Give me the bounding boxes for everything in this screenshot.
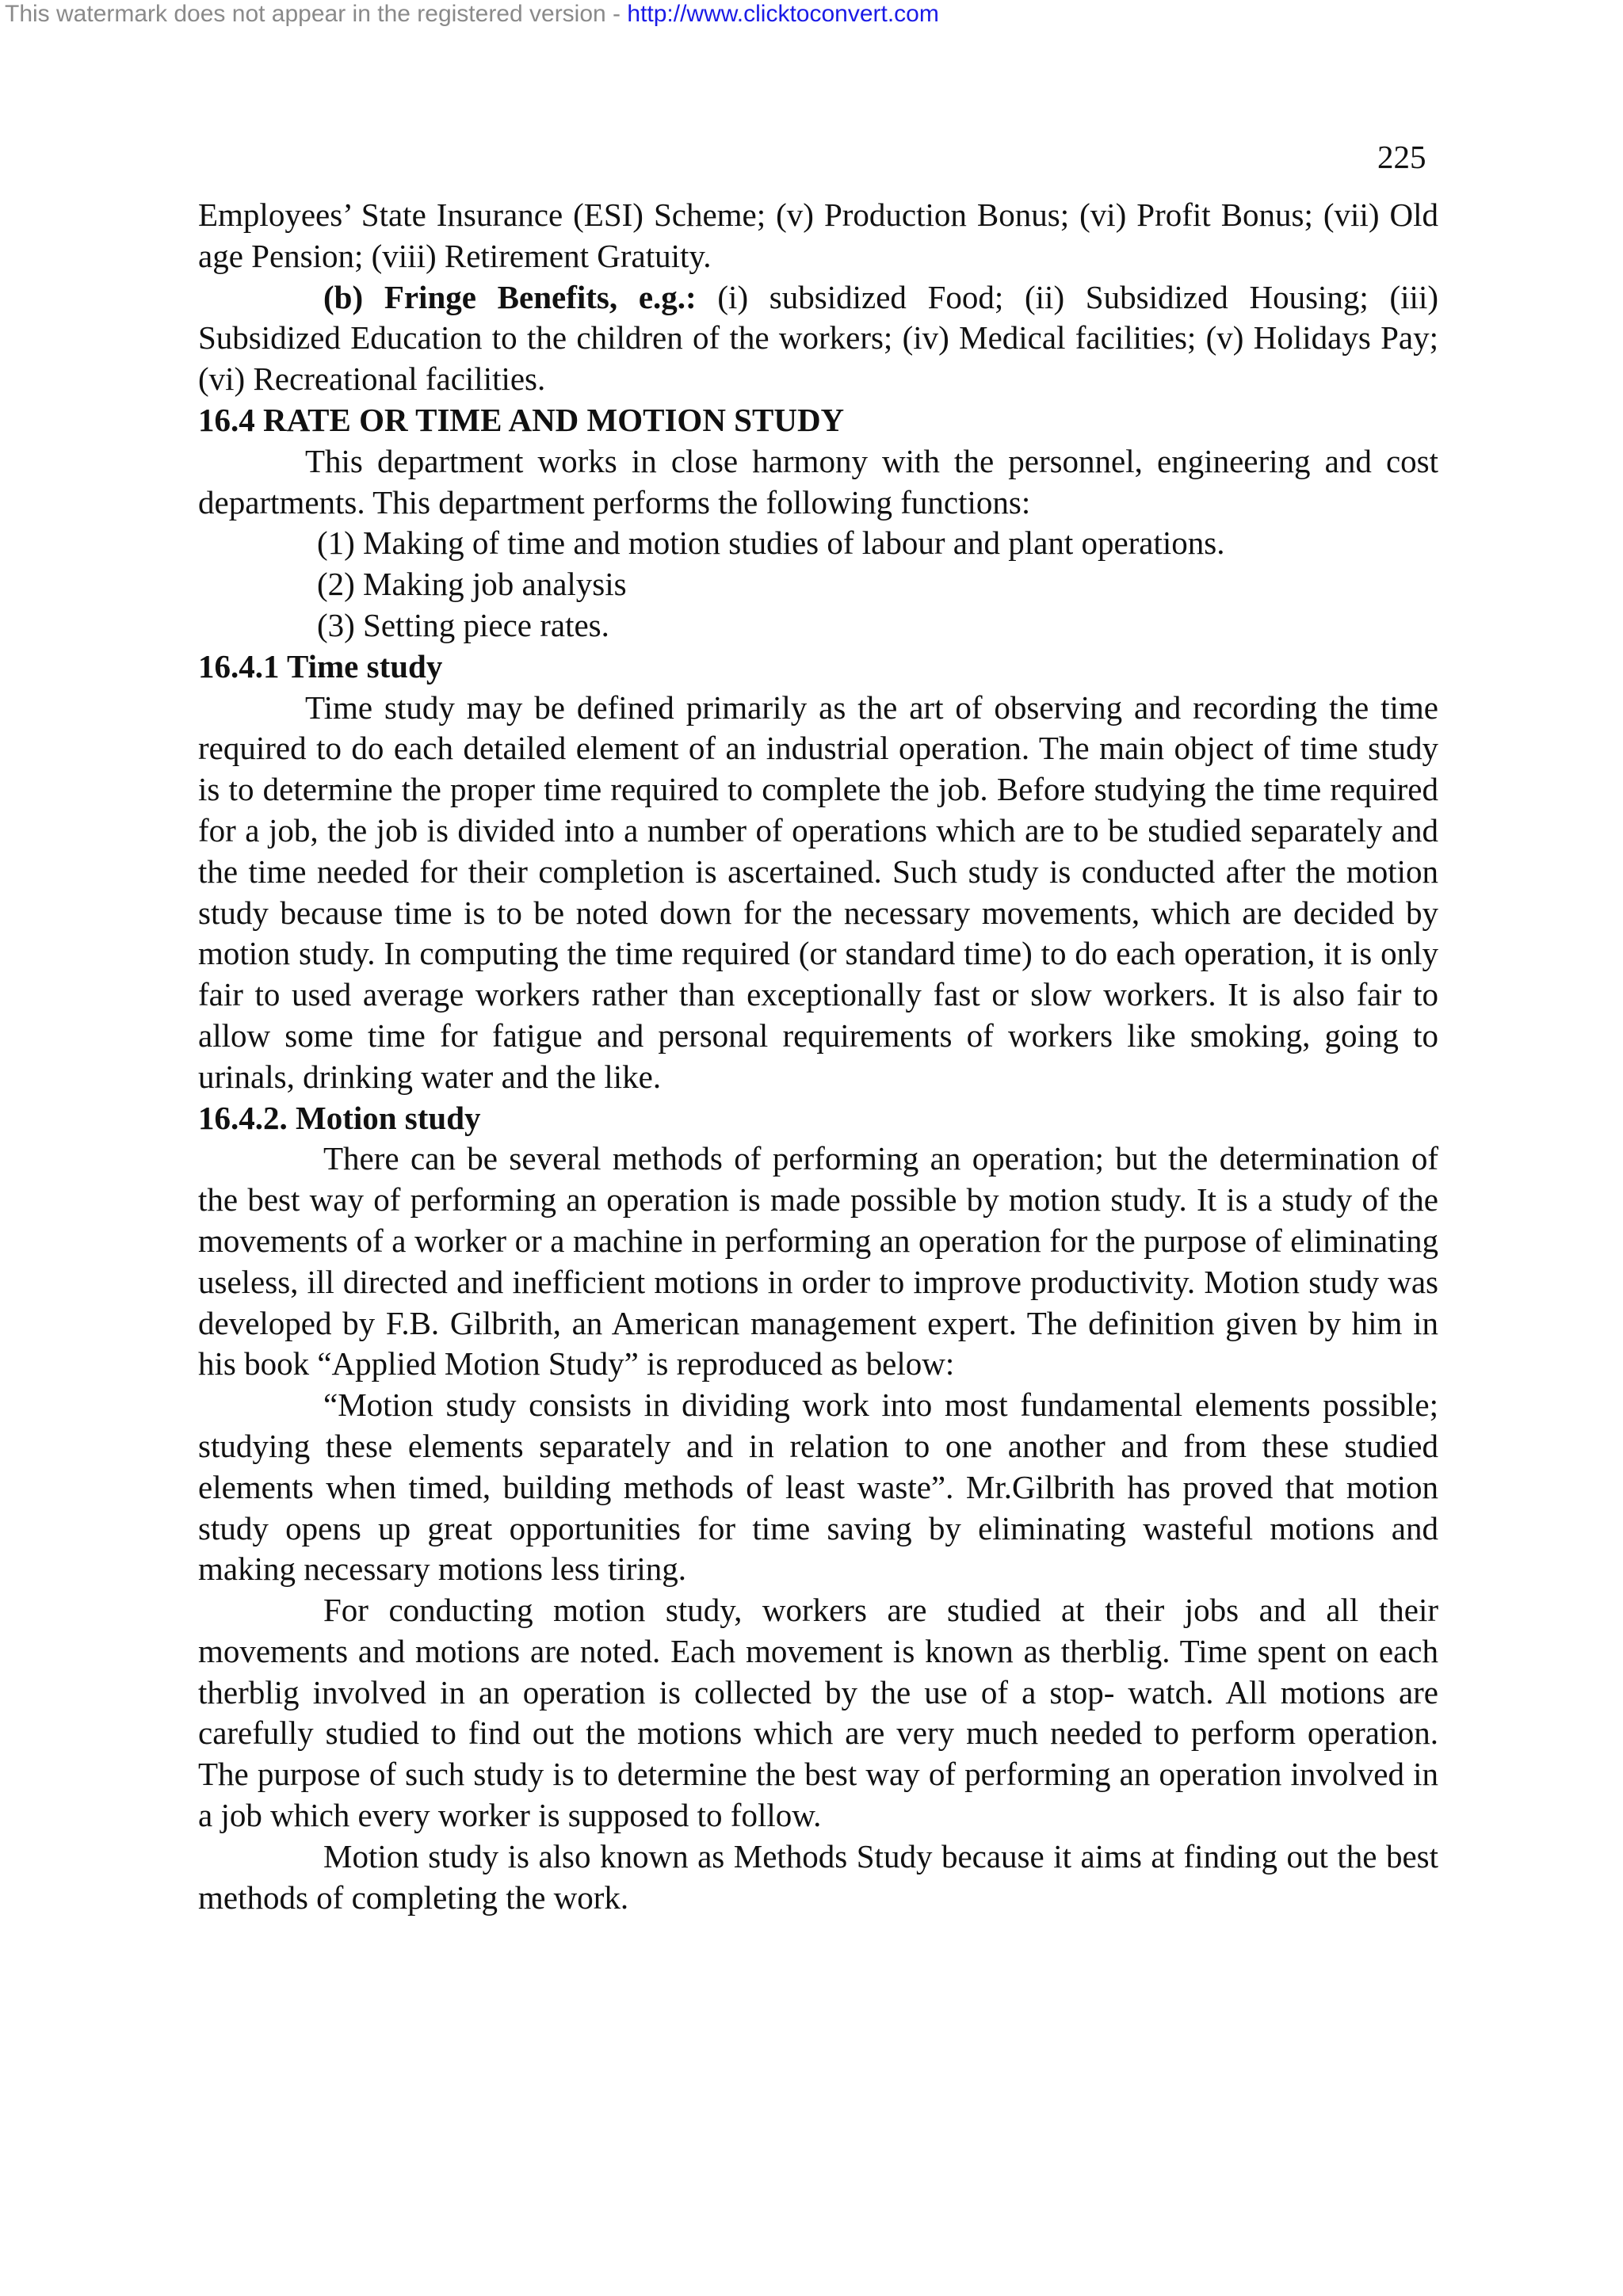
paragraph-motion-study-3: For conducting motion study, workers are studied at their jobs and all their movements and motions are noted. Each movement is known as therblig. Time spent on each therblig involved in an operation is collected by the use of a stop- watch. All motions are carefully studied to find out the motions which are very much needed to perform operation. The purpose of such study is to determine the best way of performing an operation involved in a job which every worker is supposed to follow.: [198, 1592, 1438, 1834]
paragraph-motion-study-4: Motion study is also known as Methods Study because it aims at finding out the best methods of completing the work.: [198, 1837, 1438, 1916]
paragraph-benefits-continued: Employees’ State Insurance (ESI) Scheme; (v) Production Bonus; (vi) Profit Bonus; (vii) Old age Pension; (viii) Retirement Gratuity.: [198, 196, 1438, 274]
subheading-time-study: 16.4.1 Time study: [198, 647, 443, 685]
watermark-banner: [5, 0, 939, 29]
page-number: 225: [1377, 139, 1426, 175]
fringe-benefits-text: (i) subsidized Food; (ii) Subsidized Housing; (iii) Subsidized Education to the children of the workers; (iv) Medical facilities; (v) Holidays Pay; (vi) Recreational facilities.: [198, 278, 1438, 398]
paragraph-department-intro: This department works in close harmony with the personnel, engineering and cost departments. This department performs the following functions:: [198, 442, 1438, 521]
function-item-1: (1) Making of time and motion studies of labour and plant operations.: [317, 524, 1225, 562]
watermark-link[interactable]: http://www.clicktoconvert.com: [627, 1, 939, 27]
subheading-motion-study: 16.4.2. Motion study: [198, 1099, 481, 1136]
watermark-text: This watermark does not appear in the registered version -: [5, 1, 628, 27]
paragraph-time-study: Time study may be defined primarily as the art of observing and recording the time required to do each detailed element of an industrial operation. The main object of time study is to determine the proper time required to complete the job. Before studying the time required for a job, the job is divided into a number of operations which are to be studied separately and the time needed for their completion is ascertained. Such study is conducted after the motion study because time is to be noted down for the necessary movements, which are decided by motion study. In computing the time required (or standard time) to do each operation, it is only fair to used average workers rather than exceptionally fast or slow workers. It is also fair to allow some time for fatigue and personal requirements of workers like smoking, going to urinals, drinking water and the like.: [198, 688, 1438, 1095]
function-item-2: (2) Making job analysis: [317, 566, 627, 603]
paragraph-motion-study-1: There can be several methods of performing an operation; but the determination of the best way of performing an operation is made possible by motion study. It is a study of the movements of a worker or a machine in performing an operation for the purpose of eliminating useless, ill directed and inefficient motions in order to improve productivity. Motion study was developed by F.B. Gilbrith, an American management expert. The definition given by him in his book “Applied Motion Study” is reproduced as below:: [198, 1140, 1438, 1383]
page-content: [198, 195, 1438, 1918]
section-heading-16-4: 16.4 RATE OR TIME AND MOTION STUDY: [198, 401, 845, 438]
fringe-benefits-label: (b) Fringe Benefits, e.g.:: [323, 278, 697, 315]
function-item-3: (3) Setting piece rates.: [317, 606, 609, 643]
paragraph-fringe-benefits: [198, 277, 1438, 400]
paragraph-motion-study-quote: “Motion study consists in dividing work into most fundamental elements possible; studying these elements separately and in relation to one another and from these studied elements when timed, building methods of least waste”. Mr.Gilbrith has proved that motion study opens up great opportunities for time saving by eliminating wasteful motions and making necessary motions less tiring.: [198, 1386, 1438, 1588]
